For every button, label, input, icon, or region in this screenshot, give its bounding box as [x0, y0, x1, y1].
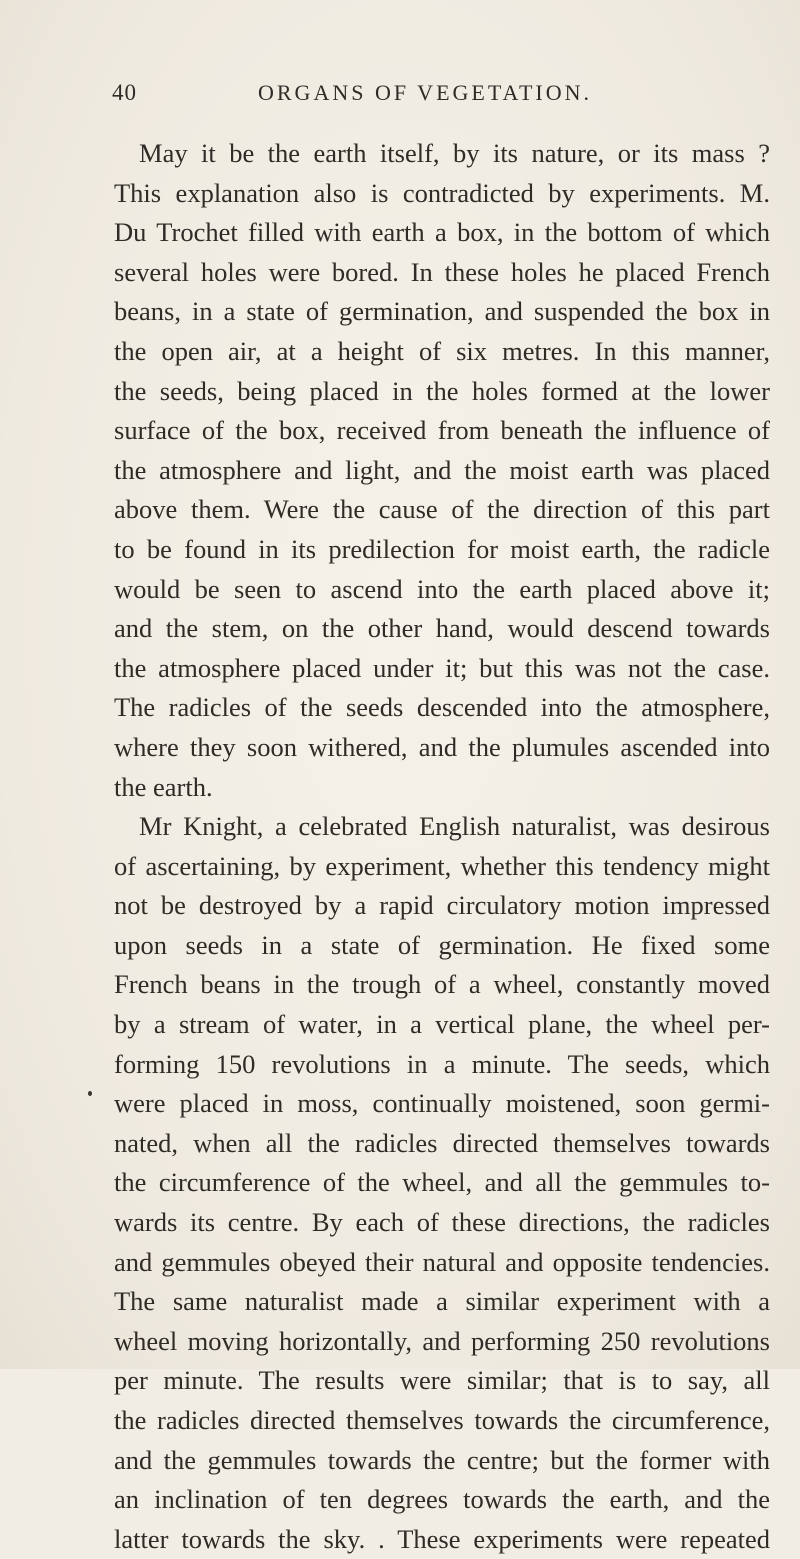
- text-line: not be destroyed by a rapid circulatory motion impressed: [114, 890, 770, 921]
- text-line: above them. Were the cause of the direction of this part: [114, 494, 770, 525]
- text-line: The radicles of the seeds descended into the atmosphere,: [114, 692, 770, 723]
- text-line: beans, in a state of germination, and suspended the box in: [114, 296, 770, 327]
- page-header: [112, 80, 767, 120]
- text-line: and the stem, on the other hand, would descend towards: [114, 613, 770, 644]
- text-line: to be found in its predilection for moist earth, the radicle: [114, 533, 770, 564]
- text-line: the circumference of the wheel, and all the gemmules to-: [114, 1167, 770, 1198]
- text-line: French beans in the trough of a wheel, constantly moved: [114, 969, 770, 1000]
- text-line: per minute. The results were similar; that is to say, all: [114, 1365, 770, 1396]
- text-line: nated, when all the radicles directed themselves towards: [114, 1127, 770, 1158]
- text-line: May it be the earth itself, by its nature, or its mass ?: [139, 138, 770, 168]
- text-line: several holes were bored. In these holes he placed French: [114, 256, 770, 287]
- text-line: an inclination of ten degrees towards the earth, and the: [114, 1484, 770, 1515]
- text-line: the atmosphere placed under it; but this was not the case.: [114, 652, 770, 683]
- text-line: where they soon withered, and the plumules ascended into: [114, 731, 770, 762]
- text-line: The same naturalist made a similar experiment with a: [114, 1286, 770, 1317]
- body-text: [114, 134, 770, 1559]
- text-line: the atmosphere and light, and the moist earth was placed: [114, 454, 770, 485]
- text-line: the open air, at a height of six metres. In this manner,: [114, 335, 770, 366]
- text-line: of ascertaining, by experiment, whether this tendency might: [114, 850, 770, 881]
- text-line: wheel moving horizontally, and performing 250 revolutions: [114, 1325, 770, 1356]
- text-line: upon seeds in a state of germination. He fixed some: [114, 929, 770, 960]
- running-title: ORGANS OF VEGETATION.: [258, 80, 593, 105]
- text-line: Du Trochet filled with earth a box, in the bottom of which: [114, 217, 770, 248]
- text-line: wards its centre. By each of these directions, the radicles: [114, 1207, 770, 1238]
- text-line: This explanation also is contradicted by experiments. M.: [114, 177, 770, 208]
- text-line: by a stream of water, in a vertical plane, the wheel per-: [114, 1009, 770, 1040]
- text-line: forming 150 revolutions in a minute. The seeds, which: [114, 1048, 770, 1079]
- text-line: and gemmules obeyed their natural and opposite tendencies.: [114, 1246, 770, 1277]
- text-line: the earth.: [114, 771, 213, 802]
- text-line: would be seen to ascend into the earth placed above it;: [114, 573, 770, 604]
- text-line: latter towards the sky. . These experiments were repeated: [114, 1523, 770, 1554]
- text-line: were placed in moss, continually moistened, soon germi-: [114, 1088, 770, 1119]
- ink-speck: [88, 1091, 92, 1096]
- text-line: the seeds, being placed in the holes formed at the lower: [114, 375, 770, 406]
- text-line: Mr Knight, a celebrated English naturalist, was desirous: [139, 811, 770, 842]
- text-line: and the gemmules towards the centre; but the former with: [114, 1444, 770, 1475]
- page-number: 40: [112, 80, 137, 105]
- text-line: surface of the box, received from beneath the influence of: [114, 415, 770, 446]
- text-line: the radicles directed themselves towards the circumference,: [114, 1405, 770, 1435]
